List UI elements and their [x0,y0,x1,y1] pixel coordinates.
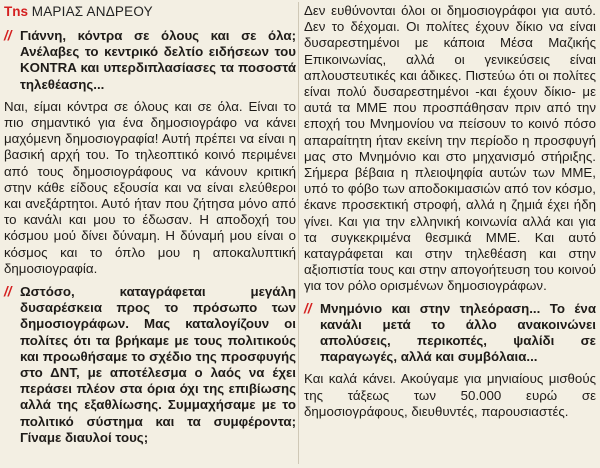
interview-question [4,284,296,446]
question-marker-icon: // [304,300,312,316]
answer-text: Ναι, είμαι κόντρα σε όλους και σε όλα. Είναι το πιο σημαντικό για ένα δημοσιογράφο να κάνει μαχόμενη δημοσιογραφία! Αυτή πρέπει να είναι η βασική αρχή του. Το τηλεοπτικό κοινό περιμένει από τους δημοσιογράφους να κάνουν κριτική στην κάθε είδους εξουσία και να είναι ελεύθεροι και ανεξάρτητοι. Αυτό ήταν που ζήτησα μόνο από το κανάλι και μου το έδωσαν. Η αποδοχή του κόσμου μού δίνει δύναμη. Η δύναμή μου είναι ο κόσμος και το όπλο μου η αποκαλυπτική δημοσιογραφία. [4,98,296,276]
interview-question [304,301,596,366]
byline-prefix: Tns [4,4,29,19]
question-marker-icon: // [4,28,12,43]
column-divider [298,2,299,464]
left-column [4,0,296,446]
answer-text: Και καλά κάνει. Ακούγαμε για μηνιαίους μισθούς της τάξεως των 50.000 ευρώ σε δημοσιογράφους, διευθυντές, παρουσιαστές. [304,371,596,419]
byline [4,3,296,21]
right-column [304,0,596,420]
author-name: ΜΑΡΙΑΣ ΑΝΔΡΕΟΥ [31,4,153,19]
interview-question [4,28,296,93]
question-text: Γιάννη, κόντρα σε όλους και σε όλα; Ανέλαβες το κεντρικό δελτίο ειδήσεων του KONTRA και υπερδιπλασίασες τα ποσοστά τηλεθέασης... [20,28,296,92]
answer-text: Δεν ευθύνονται όλοι οι δημοσιογράφοι για αυτό. Δεν το δέχομαι. Οι πολίτες έχουν δίκιο να είναι δυσαρεστημένοι με κάποια Μέσα Μαζικής Επικοινωνίας, αλλά οι γενικεύσεις είναι απλουστευτικές και άδικες. Πιστεύω ότι οι πολίτες είναι πολύ δυσαρεστημένοι -και έχουν δίκιο- με αυτά τα ΜΜΕ που προσπάθησαν πριν από την εποχή του Μνημονίου να πείσουν το κοινό πόσο απαραίτητη ήταν εκείνη την περίοδο η προσφυγή μας στο Μνημόνιο και στο μηχανισμό στήριξης. Σήμερα βέβαια η πλειοψηφία αυτών των ΜΜΕ, υπό το φόβο των αποδοκιμασιών από τον κόσμο, έκανε προσεκτική στροφή, αλλά η ζημιά έχει ήδη γίνει. Και για την ελληνική κοινωνία αλλά και για τα συγκεκριμένα θεσμικά ΜΜΕ. Και αυτό καταγράφεται και στην τηλεθέαση και στην αξιοπιστία τους και στην απογοήτευση του κοινού για τον ρόλο ορισμένων δημοσιογράφων. [304,3,596,294]
question-marker-icon: // [4,284,12,300]
question-text: Μνημόνιο και στην τηλεόραση... Το ένα κανάλι μετά το άλλο ανακοινώνει απολύσεις, περικοπές, ψαλίδι σε παραγωγές, αλλά και συμβόλαια... [320,300,596,365]
question-text: Ωστόσο, καταγράφεται μεγάλη δυσαρέσκεια προς το πρόσωπο των δημοσιογράφων. Μας καταλογίζουν οι πολίτες ότι τα βρήκαμε με τους πολιτικούς και προωθήσαμε το σχέδιο της προσφυγής στο ΔΝΤ, με αποτέλεσμα ο λαός να έχει περάσει πλέον στα όρια όχι της επιβίωσης αλλά της εξαθλίωσης. Συμμαχήσαμε με το πολιτικό σύστημα και τα συμφέροντα; Γίναμε διαυλοί τους; [20,284,296,445]
